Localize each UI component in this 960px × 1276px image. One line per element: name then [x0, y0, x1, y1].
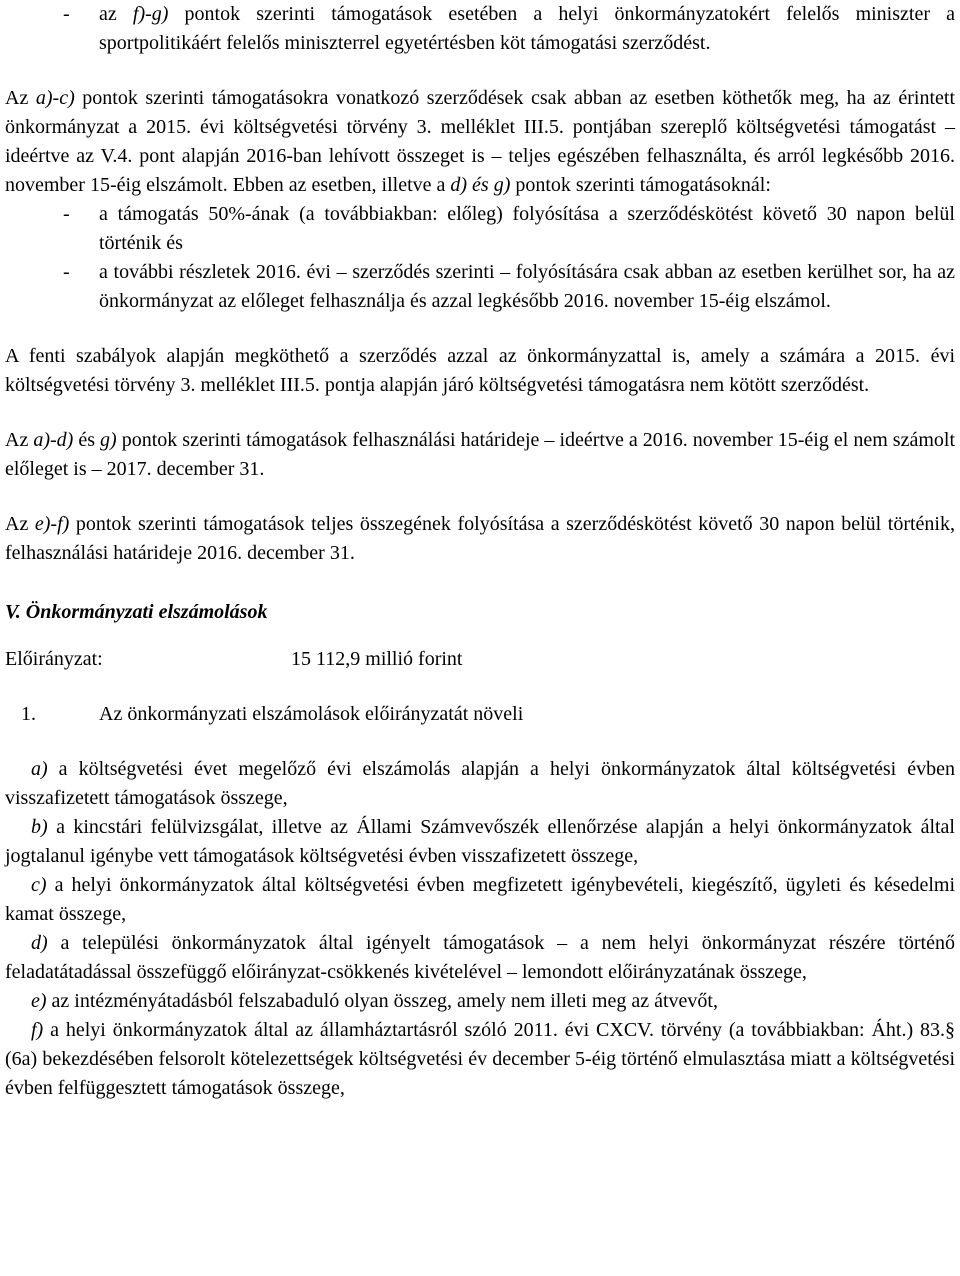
item-text: az intézményátadásból felszabaduló olyan összeg, amely nem illeti meg az átvevőt, [46, 990, 718, 1012]
condition-list [5, 200, 955, 316]
text-run: pontok szerinti támogatások teljes összegének folyósítása a szerződéskötést követő 30 napon belül történik, felhasználási határideje 2016. december 31. [5, 513, 955, 564]
numbered-item [5, 700, 955, 729]
italic-reference: g) [100, 429, 117, 451]
lettered-item [5, 1016, 955, 1103]
lettered-item [5, 755, 955, 813]
dash-list-item [5, 0, 955, 58]
spacer [5, 316, 955, 342]
italic-reference: a)-d) [33, 429, 74, 451]
spacer [5, 58, 955, 84]
italic-reference: e)-f) [34, 513, 70, 535]
item-letter: a) [31, 758, 48, 780]
spacer [5, 400, 955, 426]
item-text: a helyi önkormányzatok által költségvetési évben megfizetett igénybevételi, kiegészítő, ügyleti és késedelmi kamat összege, [5, 874, 955, 925]
italic-reference: a)-c) [35, 87, 75, 109]
item-text: a költségvetési évet megelőző évi elszámolás alapján a helyi önkormányzatok által költségvetési évben visszafizetett támogatások összege, [5, 758, 955, 809]
paragraph-contract-conditions [5, 84, 955, 200]
dash-bullet: - [63, 203, 70, 225]
text-run: Az [5, 429, 34, 451]
intro-list [5, 0, 955, 58]
text-run: és [73, 429, 101, 451]
appropriation-row [5, 645, 955, 674]
dash-item-text: a támogatás 50%-ának (a továbbiakban: előleg) folyósítása a szerződéskötést követő 30 napon belül történik és [99, 203, 955, 254]
appropriation-label: Előirányzat: [5, 648, 103, 670]
spacer [5, 484, 955, 510]
dash-item-text: a további részletek 2016. évi – szerződés szerinti – folyósítására csak abban az esetben kerülhet sor, ha az önkormányzat az előleget felhasználja és azzal legkésőbb 2016. november 15-éig elszámol. [99, 261, 955, 312]
italic-reference: f)-g) [132, 3, 169, 25]
lettered-item [5, 813, 955, 871]
text-run: pontok szerinti támogatások felhasználási határideje – ideértve a 2016. november 15-éig el nem számolt előleget is – 2017. december 31. [5, 429, 955, 480]
section-heading: V. Önkormányzati elszámolások [5, 601, 268, 623]
item-text: a települési önkormányzatok által igényelt támogatások – a nem helyi önkormányzat részére történő feladatátadással összefüggő előirányzat-csökkenés kivételével – lemondott előirányzatának összege, [5, 932, 955, 983]
spacer [5, 627, 955, 645]
text-run: Az [5, 87, 36, 109]
dash-bullet: - [63, 3, 70, 25]
paragraph-rules: A fenti szabályok alapján megköthető a szerződés azzal az önkormányzattal is, amely a számára a 2015. évi költségvetési törvény 3. melléklet III.5. pontja alapján járó költségvetési támogatásra nem kötött szerződést. [5, 345, 955, 396]
lettered-item [5, 929, 955, 987]
dash-bullet: - [63, 261, 70, 283]
item-text: a helyi önkormányzatok által az államháztartásról szóló 2011. évi CXCV. törvény (a továbbiakban: Áht.) 83.§ (6a) bekezdésében felsorolt kötelezettségek költségvetési év december 5-éig történő elmulasztása miatt a költségvetési évben felfüggesztett támogatások összege, [5, 1019, 955, 1099]
lettered-item [5, 871, 955, 929]
lettered-list [5, 755, 955, 1103]
text-run: pontok szerinti támogatásokra vonatkozó szerződések csak abban az esetben köthetők meg, ha az érintett önkormányzat a 2015. évi költségvetési törvény 3. melléklet III.5. pontjában szereplő költségvetési támogatást – ideértve az V.4. pont alapján 2016-ban lehívott összeget is – teljes egészében felhasználta, és arról legkésőbb 2016. november 15-éig elszámolt. Ebben az esetben, illetve a [5, 87, 955, 196]
italic-reference: d) és g) [450, 174, 511, 196]
item-number: 1. [21, 703, 36, 725]
item-text: Az önkormányzati elszámolások előirányzatát növeli [99, 703, 524, 725]
appropriation-value: 15 112,9 millió forint [291, 648, 463, 670]
dash-list-item [5, 258, 955, 316]
lettered-item [5, 987, 955, 1016]
text-run: pontok szerinti támogatásoknál: [510, 174, 771, 196]
dash-list-item [5, 200, 955, 258]
item-letter: c) [31, 874, 47, 896]
text-run: pontok szerinti támogatások esetében a helyi önkormányzatokért felelős miniszter a sportpolitikáért felelős miniszterrel egyetértésben köt támogatási szerződést. [99, 3, 955, 54]
item-letter: d) [31, 932, 48, 954]
paragraph-payment [5, 510, 955, 568]
item-letter: e) [31, 990, 47, 1012]
text-run: Az [5, 513, 35, 535]
paragraph-deadline [5, 426, 955, 484]
item-text: a kincstári felülvizsgálat, illetve az Állami Számvevőszék ellenőrzése alapján a helyi önkormányzatok által jogtalanul igénybe vett támogatások költségvetési évben visszafizetett összege, [5, 816, 955, 867]
item-letter: b) [31, 816, 48, 838]
spacer [5, 674, 955, 700]
spacer [5, 568, 955, 594]
item-letter: f) [31, 1019, 44, 1041]
text-run: az [99, 3, 133, 25]
document-page [5, 0, 955, 1103]
spacer [5, 729, 955, 755]
